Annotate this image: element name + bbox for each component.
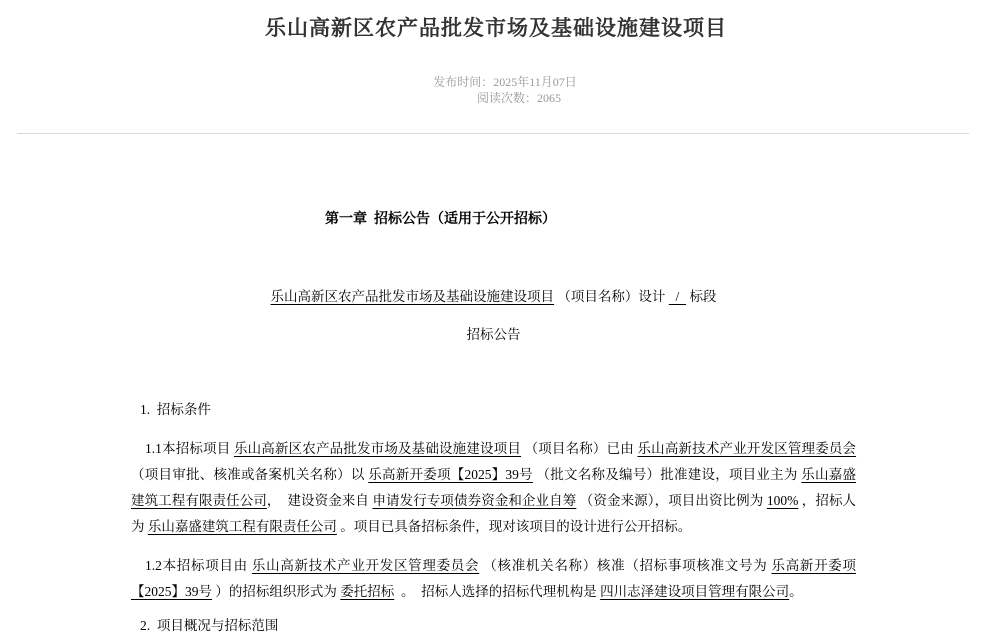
- filled-blank: 乐高新开委项【2025】39号: [131, 558, 857, 599]
- text-run: （批文名称及编号）批准建设，项目业主为: [532, 467, 802, 482]
- publish-time-value: 2025年11月07日: [493, 75, 577, 89]
- text-run: 1.2本招标项目由: [145, 558, 252, 573]
- filled-blank: /: [668, 289, 687, 304]
- header-divider: [17, 133, 969, 134]
- text-run: （核准机关名称）核准（招标事项核准文号为: [479, 558, 772, 573]
- filled-blank: 委托招标: [340, 584, 395, 599]
- project-title-line: [131, 284, 856, 310]
- text-run: ， 建设资金来自: [266, 493, 373, 508]
- filled-blank: 四川志泽建设项目管理有限公司: [600, 584, 790, 599]
- paragraph-1-2: [131, 553, 856, 605]
- section-1-heading: 1. 招标条件: [140, 402, 211, 417]
- filled-blank: 乐高新开委项【2025】39号: [368, 467, 533, 482]
- text-run: 标段: [686, 289, 717, 304]
- notice-subtitle: 招标公告: [466, 327, 521, 342]
- text-run: 。项目已具备招标条件，现对该项目的设计进行公开招标。: [336, 519, 692, 534]
- meta-row: [0, 58, 992, 122]
- text-run: ，招标人为: [131, 493, 857, 534]
- filled-blank: 申请发行专项债券资金和企业自筹: [372, 493, 577, 508]
- doc-body: [131, 207, 856, 639]
- publish-time: [433, 74, 577, 90]
- chapter-heading: 第一章 招标公告（适用于公开招标）: [325, 212, 556, 227]
- text-run: （项目名称）已由: [521, 441, 638, 456]
- text-run: （项目名称）设计: [554, 289, 669, 304]
- text-run: ）的招标组织形式为: [212, 584, 341, 599]
- text-run: 1.1本招标项目: [145, 441, 234, 456]
- text-run: 。 招标人选择的招标代理机构是: [394, 584, 601, 599]
- publish-time-label: 发布时间：: [433, 75, 494, 89]
- section-2-heading: 2. 项目概况与招标范围: [140, 618, 279, 633]
- read-count-label: 阅读次数：: [476, 91, 537, 105]
- read-count-value: 2065: [537, 91, 561, 105]
- paragraph-1-1: [131, 436, 856, 540]
- text-run: （资金来源），项目出资比例为: [576, 493, 767, 508]
- text-run: 。: [789, 584, 803, 599]
- doc-header: [0, 0, 992, 122]
- filled-blank: 乐山嘉盛建筑工程有限责任公司: [131, 467, 857, 508]
- filled-blank: 乐山高新技术产业开发区管理委员会: [637, 441, 857, 456]
- filled-blank: 100%: [766, 493, 799, 508]
- filled-blank: 乐山高新技术产业开发区管理委员会: [251, 558, 480, 573]
- filled-blank: 乐山嘉盛建筑工程有限责任公司: [147, 519, 337, 534]
- read-count: [477, 90, 561, 106]
- filled-blank: 乐山高新区农产品批发市场及基础设施建设项目: [270, 289, 555, 304]
- text-run: （项目审批、核准或备案机关名称）以: [131, 467, 369, 482]
- page-title: 乐山高新区农产品批发市场及基础设施建设项目: [265, 17, 727, 40]
- filled-blank: 乐山高新区农产品批发市场及基础设施建设项目: [233, 441, 522, 456]
